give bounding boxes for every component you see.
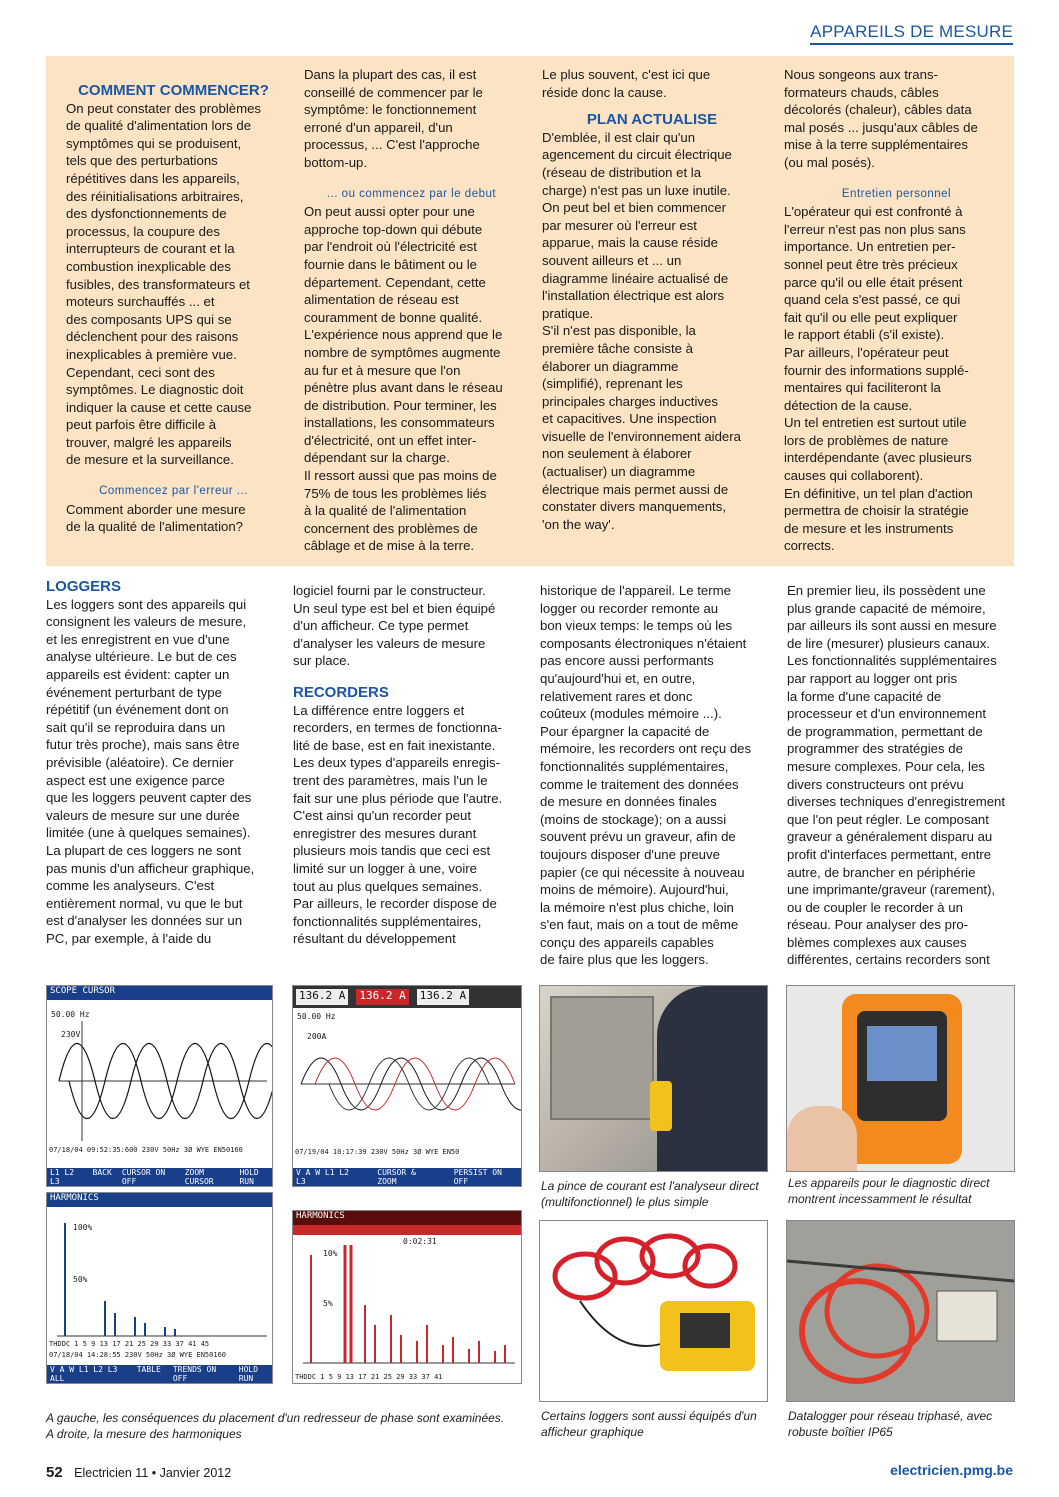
box-text: Nous songeons aux trans- formateurs chauds, câbles décolorés (chaleur), câbles data mal posés ... jusqu'aux câbles de mise à la terre supplémentaires (ou mal posés). [784, 67, 978, 170]
softkey-persist: PERSIST ON OFF [453, 1168, 502, 1186]
harmonics-softkeys [47, 1365, 272, 1383]
scope-voltage: 230V [61, 1030, 81, 1039]
page-number: 52 [46, 1464, 63, 1481]
caption-scope-harmonics: A gauche, les conséquences du placement d'un redresseur de phase sont examinées. A droite, la mesure des harmoniques [46, 1411, 505, 1441]
scope-frequency: 50.00 Hz [51, 1010, 90, 1019]
body-column-4 [787, 582, 1015, 969]
body-text: Les loggers sont des appareils qui consignent les valeurs de mesure, et les enregistrent en vue d'une analyse ultérieure. Le but de ces appareils est évident: capter un événement perturbant de type répétitif (un événement dont on sait qu'il se reproduira dans un futur très proche), mais sans être prévisible (aléatoire). Ce dernier aspect est une exigence parce que les loggers peuvent capter des valeurs de mesure sur une durée limitée (une à quelques semaines). La plupart de ces loggers ne sont pas munis d'un afficheur graphique, comme les analyseurs. C'est entièrement normal, vu que le but est d'analyser les données sur un PC, par exemple, à l'aide du [46, 596, 255, 946]
box-column-3 [542, 66, 762, 533]
harmonics-screenshot-1 [46, 1192, 273, 1384]
logger-flex-coils-photo [539, 1220, 768, 1402]
section-heading-recorders: RECORDERS [293, 683, 389, 701]
caption-datalogger: Datalogger pour réseau triphasé, avec robuste boîtier IP65 [788, 1409, 993, 1439]
box-text: D'emblée, il est clair qu'un agencement du circuit électrique (réseau de distribution et la charge) n'est pas un luxe inutile. On peut bel et bien commencer par mesurer où l'erreur est apparue, mais la cause réside souvent ailleurs et ... un diagramme linéaire actualisé de l'installation électrique est alors pratique. S'il n'est pas disponible, la première tâche consiste à élaborer un diagramme (simplifié), reprenant les principales charges inductives et capacitives. Une inspection visuelle de l'environnement aidera non seulement à élaborer (actualiser) un diagramme électrique mais permet aussi de constater divers manquements, 'on the way'. [542, 129, 741, 532]
harmonics-scale-10: 10% [323, 1249, 338, 1258]
clamp-meter [650, 1081, 672, 1131]
softkey-hold: HOLD RUN [238, 1365, 259, 1383]
softkey-cursor-zoom: CURSOR & ZOOM [377, 1168, 416, 1186]
caption-diagnostic-device: Les appareils pour le diagnostic direct montrent incessamment le résultat [788, 1176, 990, 1206]
harmonics-scale-5: 5% [323, 1299, 333, 1308]
box-column-1 [66, 82, 281, 536]
section-title: APPAREILS DE MESURE [810, 22, 1013, 45]
datalogger-scene [787, 1221, 1014, 1401]
electrical-cabinet [550, 996, 654, 1120]
softkey-hold: HOLD RUN [239, 1168, 259, 1186]
body-text: En premier lieu, ils possèdent une plus grande capacité de mémoire, par ailleurs ils sont aussi en mesure de lire (mesurer) plusieurs canaux. Les fonctionnalités supplémentaires par rapport au logger ont pris la forme d'une capacité de processeur et d'un environnement de programmation, permettant de programmer des stratégies de mesure complexes. Pour cela, les divers constructeurs ont prévu diverses techniques d'enregistrement que l'on peut régler. Le composant graveur a généralement disparu au profit d'interfaces permettant, entre autre, de brancher en périphérie une imprimante/graveur (rarement), ou de coupler le recorder à un réseau. Pour analyser des pro- blèmes complexes aux causes différentes, certains recorders sont [787, 583, 1006, 968]
current-readout-l2: 136.2 A [356, 989, 408, 1005]
harmonics-readout-bar [293, 1225, 521, 1235]
box-text: L'opérateur qui est confronté à l'erreur n'est pas non plus sans importance. Un entretien per- sonnel peut être très précieux parce qu'il ou elle était présent quand cela s'est passé, ce qui fait qu'il ou elle peut expliquer le rapport établi (s'il existe). Par ailleurs, l'opérateur peut fournir des informations supplé- mentaires qui faciliteront la détection de la cause. Un tel entretien est surtout utile lors de problèmes de nature interdépendante (avec plusieurs causes qui collaborent). En définitive, un tel plan d'action permettra de choisir la stratégie de mesure et les instruments corrects. [784, 204, 973, 554]
harmonics-axis: THDDC 1 5 9 13 17 21 25 29 33 37 41 45 [49, 1340, 210, 1348]
current-readout-l3: 136.2 A [417, 989, 469, 1005]
box-column-4 [784, 66, 1009, 555]
caption-logger-display: Certains loggers sont aussi équipés d'un afficheur graphique [541, 1409, 757, 1439]
current-readout-l1: 136.2 A [296, 989, 348, 1005]
body-text: La différence entre loggers et recorders, en termes de fonctionna- lité de base, est en fait inexistante. Les deux types d'appareils enregis- trent des paramètres, mais l'un le fait sur une plus période que l'autre. C'est ainsi qu'un recorder peut enregistrer des mesures durant plusieurs mois tandis que ceci est limité sur un logger à une, voire tout au plus quelques semaines. Par ailleurs, le recorder dispose de fonctionnalités supplémentaires, résultant du développement [293, 702, 503, 947]
harmonics-bar-plot [47, 1221, 272, 1339]
box-text: Dans la plupart des cas, il est conseillé de commencer par le symptôme: le fonctionnement erroné d'un appareil, d'un processus, ... C'est l'approche bottom-up. [304, 67, 483, 170]
softkey-channels: V A W L1 L2 L3 [296, 1168, 349, 1186]
harmonics-title: HARMONICS [293, 1211, 521, 1225]
hand [787, 1106, 857, 1171]
website-link[interactable]: electricien.pmg.be [890, 1462, 1013, 1478]
clamp-meter-photo [539, 985, 768, 1172]
sidebar-box [46, 56, 1014, 566]
waveform-softkeys [293, 1168, 521, 1186]
caption-clamp-meter: La pince de courant est l'analyseur direct (multifonctionnel) le plus simple [541, 1179, 759, 1209]
harmonics-scale-100: 100% [73, 1223, 93, 1232]
softkey-zoom: ZOOM CURSOR [184, 1168, 214, 1186]
body-text: historique de l'appareil. Le terme logger ou recorder remonte au bon vieux temps: le temps où les composants électroniques n'étaient pas encore aussi performants qu'aujourd'hui et, en outre, relativement rares et donc coûteux (modules mémoire ...). Pour épargner la capacité de mémoire, les recorders ont reçu des fonctionnalités supplémentaires, comme le traitement des données de mesure en données finales (moins de stockage); on a aussi souvent prévu un graveur, afin de toujours disposer d'une preuve papier (ce qui nécessite à nouveau moins de mémoire). Aujourd'hui, la mémoire n'est plus chiche, loin s'en faut, mais on a tout de même conçu des appareils capables de faire plus que les loggers. [540, 583, 752, 968]
box-text: Le plus souvent, c'est ici que réside donc la cause. [542, 67, 711, 100]
three-phase-plot [293, 1022, 521, 1146]
diagnostic-device-photo [786, 985, 1015, 1172]
scope-screenshot [46, 985, 273, 1187]
softkey-trends: TRENDS ON OFF [172, 1365, 217, 1383]
body-text: logiciel fourni par le constructeur. Un seul type est bel et bien équipé d'un afficheur. Ce type permet d'analyser les valeurs de mesure sur place. [293, 583, 496, 669]
datalogger-ip65-photo [786, 1220, 1015, 1402]
footer-publication [46, 1464, 231, 1481]
section-heading-loggers: LOGGERS [46, 578, 122, 595]
sine-wave-plot [47, 1016, 272, 1146]
harmonics-title: HARMONICS [47, 1193, 272, 1207]
waveform-amplitude: 200A [307, 1032, 327, 1041]
waveform-status-line: 07/19/04 10:17:39 230V 50Hz 3Ø WYE EN50 [295, 1148, 460, 1156]
softkey-cursor: CURSOR ON OFF [121, 1168, 166, 1186]
harmonics-axis: THDDC 1 5 9 13 17 21 25 29 33 37 41 [295, 1373, 443, 1381]
technician-figure [657, 986, 767, 1171]
harmonics-timer: 0:02:31 [403, 1237, 437, 1246]
box-title-comment-commencer: COMMENT COMMENCER? [78, 82, 269, 99]
box-text: On peut aussi opter pour une approche top-down qui débute par l'endroit où l'électricité est fournie dans le bâtiment ou le département. Cependant, cette alimentation de réseau est couramment de bonne qualité. L'expérience nous apprend que le nombre de symptômes augmente au fur et à mesure que l'on pénètre plus avant dans le réseau de distribution. Pour terminer, les installations, les consommateurs d'électricité, ont un effet inter- dépendant sur la charge. Il ressort aussi que pas moins de 75% de tous les problèmes liés à la qualité de l'alimentation concernent des problèmes de câblage et de mise à la terre. [304, 204, 503, 554]
harmonics-screenshot-2 [292, 1210, 522, 1384]
softkey-channels: V A W L1 L2 L3 ALL [50, 1365, 118, 1383]
box-subtitle: ... ou commencez par le debut [326, 187, 497, 200]
flex-coils [540, 1221, 767, 1401]
scope-title: SCOPE CURSOR [47, 986, 272, 1000]
harmonics-scale-50: 50% [73, 1275, 88, 1284]
box-title-plan-actualise: PLAN ACTUALISE [586, 111, 718, 129]
softkey-table: TABLE [136, 1365, 161, 1374]
harmonics-red-bar-plot [293, 1245, 521, 1365]
publication-name: Electricien 11 • Janvier 2012 [74, 1466, 232, 1480]
box-text: Comment aborder une mesure de la qualité de l'alimentation? [66, 501, 246, 535]
body-column-1 [46, 578, 271, 947]
current-waveform-screenshot [292, 985, 522, 1187]
scope-softkeys [47, 1168, 272, 1186]
current-readouts [293, 986, 521, 1008]
box-text: On peut constater des problèmes de qualité d'alimentation lors de symptômes qui se produisent, tels que des perturbations répétitives dans les appareils, des réinitialisations arbitraires, des dysfonctionnements de processus, la coupure des interrupteurs de courant et la combustion inexplicable des fusibles, des transformateurs et moteurs surchauffés ... et des composants UPS qui se déclenchent pour des raisons inexplicables à première vue. Cependant, ceci sont des symptômes. Le diagnostic doit indiquer la cause et cette cause peut parfois être difficile à trouver, malgré les appareils de mesure et la surveillance. [66, 100, 261, 468]
harmonics-status-line: 07/18/04 14:28:55 230V 50Hz 3Ø WYE EN50160 [49, 1351, 227, 1359]
body-column-3 [540, 582, 768, 969]
waveform-frequency: 50.00 Hz [297, 1012, 336, 1021]
box-subtitle: Entretien personnel [841, 187, 952, 200]
softkey-back: BACK [92, 1168, 112, 1177]
softkey-phase: L1 L2 L3 [50, 1168, 75, 1186]
box-subtitle: Commencez par l'erreur ... [99, 485, 248, 498]
device-screen [867, 1026, 937, 1081]
scope-status-line: 07/18/04 09:52:35:600 230V 50Hz 3Ø WYE EN50160 [49, 1146, 243, 1154]
box-column-2 [304, 66, 519, 555]
body-column-2 [293, 582, 518, 948]
